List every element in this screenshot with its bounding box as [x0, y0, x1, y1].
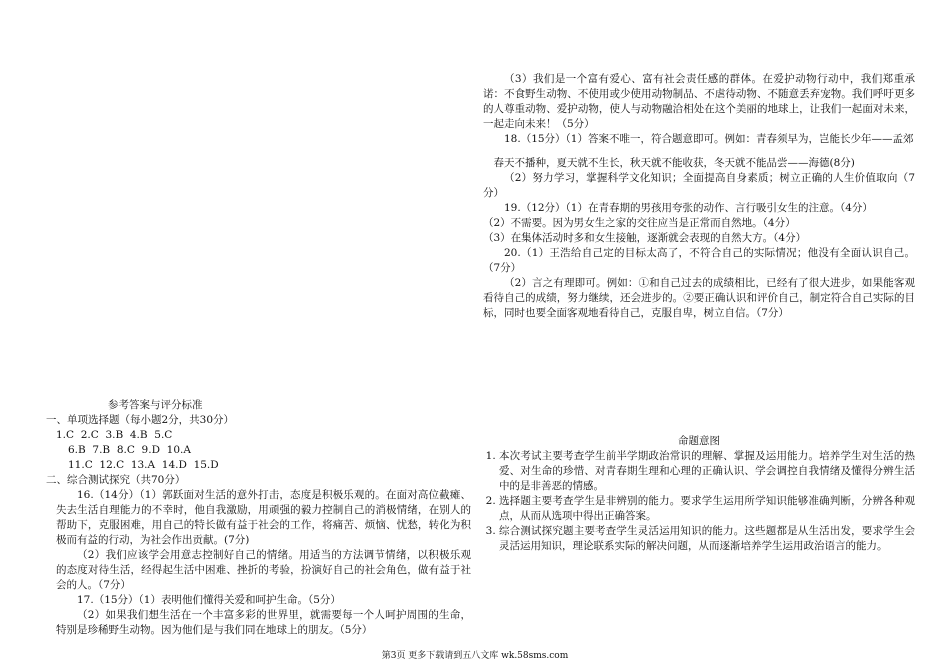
list-item: 1. 本次考试主要考查学生前半学期政治常识的理解、掌握及运用能力。培养学生对生活的热爱、对生命的珍惜、对青春期生理和心理的正确认识、学会调控自我情绪及懂得分辨生活中的是非善恶的情感。	[499, 449, 915, 494]
design-intent-list	[483, 449, 915, 554]
answers-continued	[483, 72, 915, 321]
answer-17-2: （2）如果我们想生活在一个丰富多彩的世界里，就需要每一个人呵护周围的生命，特别是珍稀野生动物。因为他们是与我们同在地球上的朋友。（5分）	[56, 609, 471, 636]
answer-key	[46, 398, 471, 638]
mc-answers-row: 6.B 7.B 8.C 9.D 10.A	[68, 444, 191, 456]
answer-16-2: （2）我们应该学会用意志控制好自己的情绪。用适当的方法调节情绪，以积极乐观的态度对待生活，经得起生活中困难、挫折的考验，扮演好自己的社会角色，做有益于社会的人。（7分）	[56, 549, 471, 591]
answer-key-title: 参考答案与评分标准	[108, 399, 203, 411]
answer-19-3: （3）在集体活动时多和女生接触，逐渐就会表现的自然大方。（4分）	[483, 232, 807, 244]
page-footer: 第3页 更多下载请到五八文库 wk.58sms.com	[381, 651, 569, 661]
list-item: 3. 综合测试探究题主要考查学生灵活运用知识的能力。这些题都是从生活出发，要求学生会灵活运用知识，理论联系实际的解决问题，从而逐渐培养学生运用政治语言的能力。	[499, 524, 915, 554]
design-intent	[483, 434, 915, 554]
answer-19-2: （2）不需要。因为男女生之家的交往应当是正常而自然地。（4分）	[483, 217, 796, 229]
mc-answers-row: 11.C 12.C 13.A 14.D 15.D	[68, 459, 219, 471]
answer-18-1: 18.（15分）（1）答案不唯一，符合题意即可。例如：青春须早为，岂能长少年——孟郊	[504, 133, 914, 145]
answer-19-1: 19.（12分）（1）在青春期的男孩用夸张的动作、言行吸引女生的注意。（4分）	[504, 202, 873, 214]
answer-20-1: 20.（1）王浩给自己定的目标太高了，不符合自己的实际情况；他没有全面认识自己。（7分）	[483, 247, 915, 274]
section-2-heading: 二、综合测试探究（共70分）	[46, 474, 186, 486]
design-intent-title: 命题意图	[678, 435, 720, 447]
answer-18-2: （2）努力学习，掌握科学文化知识；全面提高自身素质；树立正确的人生价值取向（7分）	[483, 172, 915, 199]
answer-17-3: （3）我们是一个富有爱心、富有社会责任感的群体。在爱护动物行动中，我们郑重承诺：不食野生动物、不使用或少使用动物制品、不虐待动物、不随意丢弃宠物。我们呼吁更多的人尊重动物、爱护动物，使人与动物融洽相处在这个美丽的地球上，让我们一起面对未来，一起走向未来！（5分）	[483, 73, 915, 130]
answer-20-2: （2）言之有理即可。例如：①和自己过去的成绩相比，已经有了很大进步，如果能客观看待自己的成绩，努力继续，还会进步的。②要正确认识和评价自己，制定符合自己实际的目标，同时也要全面客观地看待自己，克服自卑，树立自信。（7分）	[483, 277, 915, 319]
mc-answers-row: 1.C 2.C 3.B 4.B 5.C	[56, 429, 173, 441]
answer-18-1-quote: 春天不播种，夏天就不生长，秋天就不能收获，冬天就不能品尝——海德(8分)	[493, 157, 855, 169]
answer-16-1: 16.（14分）（1）郭跃面对生活的意外打击，态度是积极乐观的。在面对高位截瘫、失去生活自理能力的不幸时，他自我激励，用顽强的毅力控制自己的消极情绪，在别人的帮助下，克服困难，用自己的特长做有益于社会的工作，将痛苦、烦恼、忧愁，转化为积极而有益的行动，为社会作出贡献。(7分)	[56, 489, 471, 546]
section-1-heading: 一、单项选择题（每小题2分，共30分）	[46, 414, 235, 426]
list-item: 2. 选择题主要考查学生是非辨别的能力。要求学生运用所学知识能够准确判断，分辨各种观点，从而从选项中得出正确答案。	[499, 494, 915, 524]
answer-17-1: 17.（15分）（1）表明他们懂得关爱和呵护生命。（5分）	[77, 594, 341, 606]
